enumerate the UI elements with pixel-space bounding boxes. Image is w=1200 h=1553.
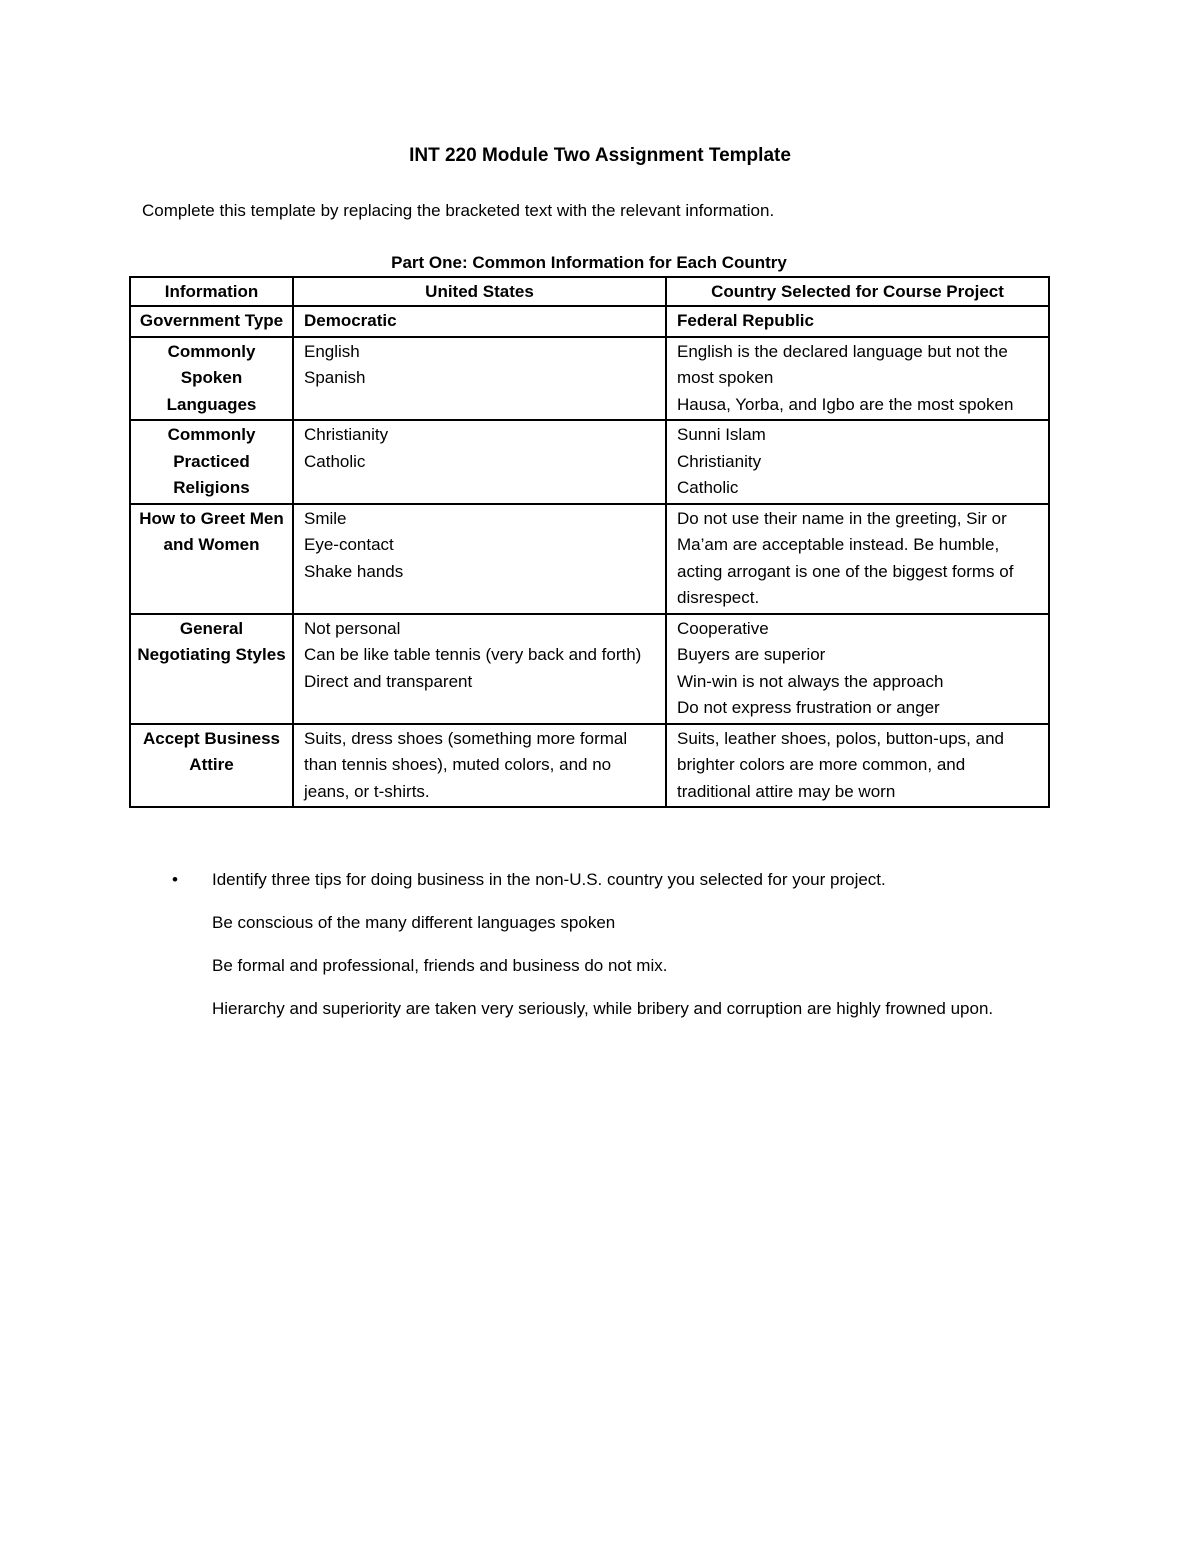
cell-line: Do not express frustration or anger bbox=[677, 698, 940, 717]
row-label-religions: Commonly Practiced Religions bbox=[130, 420, 293, 504]
row-label-languages: Commonly Spoken Languages bbox=[130, 337, 293, 421]
cell-line: Suits, dress shoes (something more formal than tennis shoes), muted colors, and no jeans, or t-shirts. bbox=[304, 728, 628, 801]
cell-line: Christianity bbox=[677, 451, 762, 471]
tips-section bbox=[172, 866, 1032, 1023]
us-government-type bbox=[293, 306, 666, 337]
tips-prompt: Identify three tips for doing business in the non-U.S. country you selected for your project. bbox=[212, 870, 886, 889]
cell-line: Can be like table tennis (very back and forth) bbox=[304, 645, 642, 664]
us-greeting bbox=[293, 504, 666, 614]
selected-government-type bbox=[666, 306, 1049, 337]
cell-line: Democratic bbox=[304, 311, 397, 330]
cell-line: Catholic bbox=[677, 478, 739, 497]
table-row bbox=[130, 724, 1049, 808]
cell-line: Not personal bbox=[304, 618, 401, 638]
row-label-government-type: Government Type bbox=[130, 306, 293, 337]
table-row bbox=[130, 306, 1049, 337]
table-row bbox=[130, 337, 1049, 421]
table-row bbox=[130, 614, 1049, 724]
us-negotiating bbox=[293, 614, 666, 724]
cell-line: Cooperative bbox=[677, 618, 769, 638]
selected-languages bbox=[666, 337, 1049, 421]
table-row bbox=[130, 504, 1049, 614]
table-header-row bbox=[130, 277, 1049, 306]
country-info-table bbox=[129, 276, 1050, 808]
header-information: Information bbox=[130, 277, 293, 306]
row-label-negotiating: General Negotiating Styles bbox=[130, 614, 293, 724]
cell-line: English bbox=[304, 341, 360, 361]
bullet-icon: • bbox=[172, 870, 178, 889]
cell-line: Shake hands bbox=[304, 561, 404, 581]
header-selected-country: Country Selected for Course Project bbox=[666, 277, 1049, 306]
selected-religions bbox=[666, 420, 1049, 504]
instruction-text: Complete this template by replacing the bracketed text with the relevant information. bbox=[142, 201, 775, 220]
row-label-greeting: How to Greet Men and Women bbox=[130, 504, 293, 614]
cell-line: Eye-contact bbox=[304, 535, 394, 554]
cell-line: Win-win is not always the approach bbox=[677, 671, 944, 691]
table-caption: Part One: Common Information for Each Country bbox=[391, 253, 787, 272]
cell-line: Hausa, Yorba, and Igbo are the most spoken bbox=[677, 394, 1014, 414]
table-row bbox=[130, 420, 1049, 504]
header-united-states: United States bbox=[293, 277, 666, 306]
cell-line: Sunni Islam bbox=[677, 425, 766, 444]
us-languages bbox=[293, 337, 666, 421]
cell-line: English is the declared language but not the most spoken bbox=[677, 341, 1008, 387]
cell-line: Federal Republic bbox=[677, 311, 814, 330]
selected-negotiating bbox=[666, 614, 1049, 724]
us-religions bbox=[293, 420, 666, 504]
tip-answer: Hierarchy and superiority are taken very seriously, while bribery and corruption are highly frowned upon. bbox=[212, 999, 994, 1018]
us-attire bbox=[293, 724, 666, 808]
selected-attire bbox=[666, 724, 1049, 808]
cell-line: Catholic bbox=[304, 451, 366, 471]
cell-line: Christianity bbox=[304, 425, 389, 444]
cell-line: Buyers are superior bbox=[677, 645, 826, 664]
page-title: INT 220 Module Two Assignment Template bbox=[409, 145, 791, 166]
cell-line: Suits, leather shoes, polos, button-ups, and brighter colors are more common, and traditional attire may be worn bbox=[677, 728, 1004, 801]
tips-prompt-item bbox=[172, 866, 1032, 894]
cell-line: Smile bbox=[304, 508, 347, 528]
tip-answer: Be conscious of the many different languages spoken bbox=[212, 913, 616, 932]
cell-line: Spanish bbox=[304, 368, 366, 387]
cell-line: Direct and transparent bbox=[304, 671, 473, 691]
cell-line: Do not use their name in the greeting, Sir or Ma’am are acceptable instead. Be humble, acting arrogant is one of the biggest forms of disrespect. bbox=[677, 508, 1014, 607]
selected-greeting bbox=[666, 504, 1049, 614]
tip-answer: Be formal and professional, friends and business do not mix. bbox=[212, 956, 668, 975]
row-label-attire: Accept Business Attire bbox=[130, 724, 293, 808]
